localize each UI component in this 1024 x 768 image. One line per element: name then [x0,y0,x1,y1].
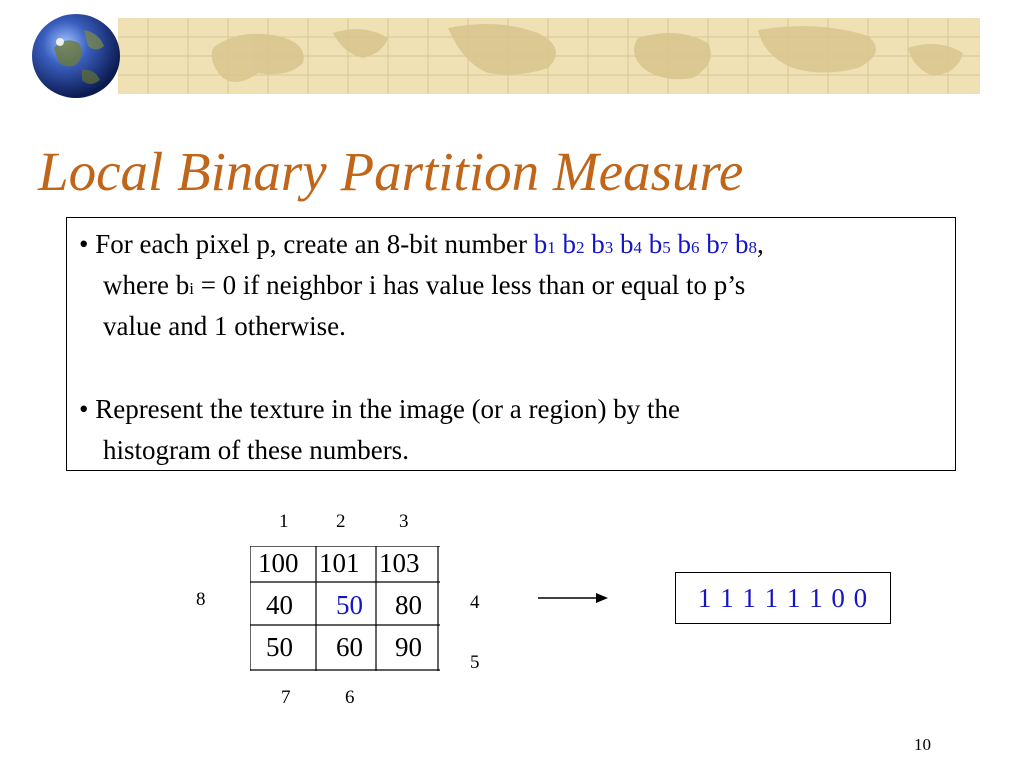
pixel-neighborhood-grid [250,546,440,671]
grid-cell: 80 [395,590,422,620]
bullet-2-line-1: • Represent the texture in the image (or a region) by the [79,394,680,424]
grid-cell: 100 [258,548,299,578]
header-banner [118,18,980,94]
center-pixel: 50 [336,590,363,620]
grid-cell: 103 [379,548,420,578]
neighbor-label-6: 6 [345,687,355,708]
slide-title: Local Binary Partition Measure [38,141,744,202]
neighbor-label-8: 8 [196,589,206,610]
grid-cell: 101 [319,548,360,578]
neighbor-label-2: 2 [336,511,346,532]
bit-list: b1 b2 b3 b4 b5 b6 b7 b8 [533,229,758,259]
bullet-1-line-3: value and 1 otherwise. [103,311,346,341]
neighbor-label-1: 1 [279,511,289,532]
binary-result: 1 1 1 1 1 1 0 0 [675,572,891,624]
grid-cell: 90 [395,632,422,662]
bullet-2-line-2: histogram of these numbers. [103,435,409,465]
neighbor-label-5: 5 [470,652,480,673]
neighbor-label-3: 3 [399,511,409,532]
arrow-right-icon [536,590,610,606]
globe-logo [24,8,128,104]
bullet-box [66,217,956,471]
neighbor-label-4: 4 [470,592,480,613]
bullet-1-line-2: where bi = 0 if neighbor i has value less than or equal to p’s [103,270,746,300]
bullet-1-text: • For each pixel p, create an 8-bit number [79,229,534,259]
world-map-decoration [118,18,980,94]
grid-cell: 40 [266,590,293,620]
page-number: 10 [914,735,931,754]
grid-cell: 50 [266,632,293,662]
grid-cell: 60 [336,632,363,662]
neighbor-label-7: 7 [281,687,291,708]
bullet-1-line-1: • For each pixel p, create an 8-bit number b1 b2 b3 b4 b5 b6 b7 b8, [79,229,764,259]
